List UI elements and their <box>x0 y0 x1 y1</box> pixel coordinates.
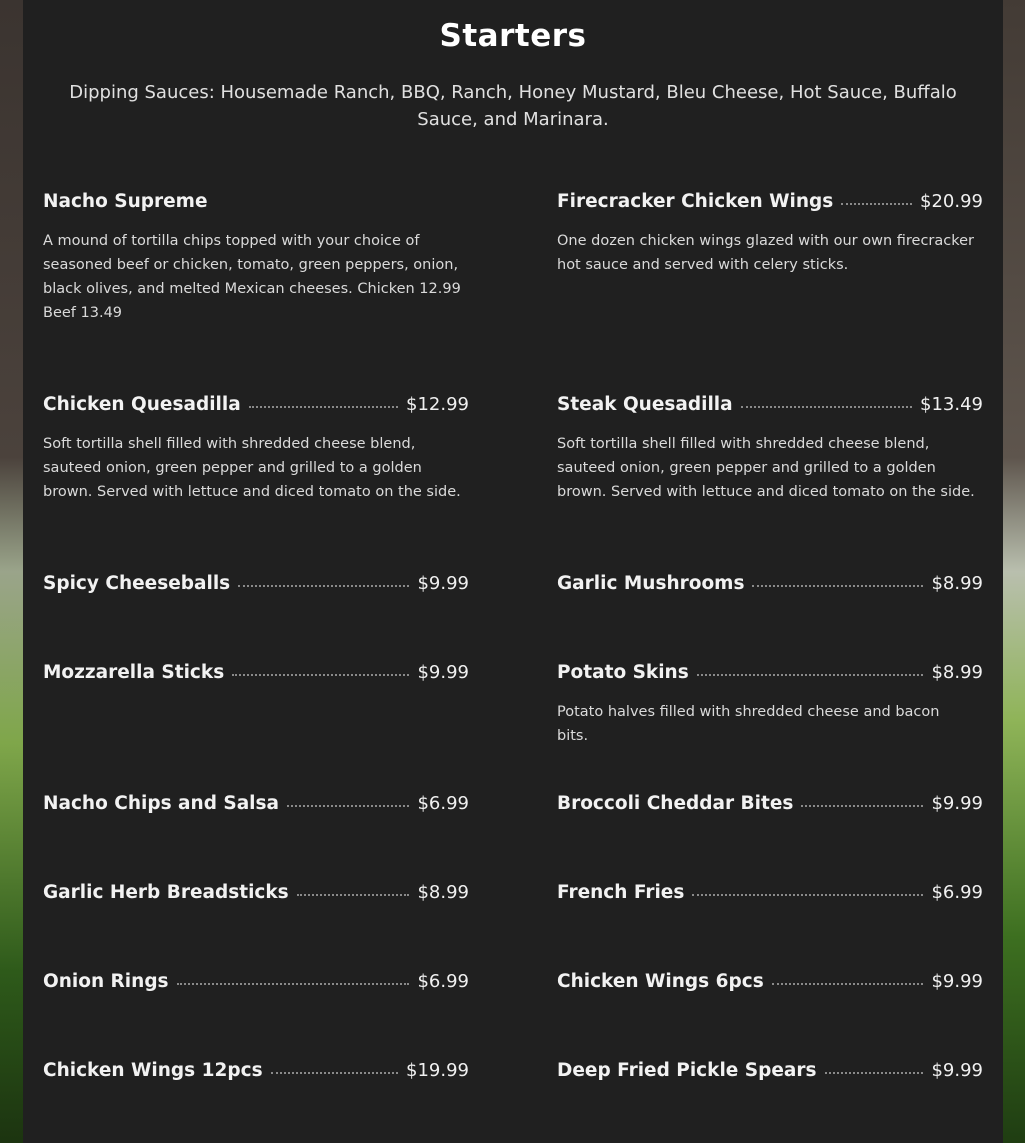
dotted-leader <box>752 585 923 587</box>
dotted-leader <box>238 585 409 587</box>
menu-item-broccoli-cheddar-bites <box>557 793 983 819</box>
dotted-leader <box>692 894 923 896</box>
item-description: Potato halves filled with shredded cheese and bacon bits. <box>557 704 940 744</box>
item-name: Deep Fried Pickle Spears <box>557 1060 817 1081</box>
item-price: $8.99 <box>931 573 983 594</box>
menu-item-nacho-chips-and-salsa <box>43 793 469 819</box>
item-name: Chicken Wings 12pcs <box>43 1060 263 1081</box>
dotted-leader <box>232 674 409 676</box>
dotted-leader <box>249 406 398 408</box>
menu-item-garlic-herb-breadsticks <box>43 882 469 908</box>
item-name: Potato Skins <box>557 662 689 683</box>
item-price: $9.99 <box>931 793 983 814</box>
item-price: $12.99 <box>406 394 469 415</box>
dotted-leader <box>801 805 923 807</box>
item-price: $20.99 <box>920 191 983 212</box>
item-name: Nacho Supreme <box>43 191 208 212</box>
dotted-leader <box>741 406 912 408</box>
item-price: $6.99 <box>417 793 469 814</box>
menu-item-chicken-quesadilla <box>43 394 469 504</box>
dotted-leader <box>287 805 409 807</box>
item-name: Firecracker Chicken Wings <box>557 191 834 212</box>
menu-item-steak-quesadilla <box>557 394 983 504</box>
menu-item-chicken-wings-6pcs <box>557 971 983 997</box>
menu-item-potato-skins <box>557 662 983 748</box>
item-name: Mozzarella Sticks <box>43 662 225 683</box>
menu-item-firecracker-chicken-wings <box>557 191 983 277</box>
dotted-leader <box>271 1072 398 1074</box>
item-price: $9.99 <box>417 573 469 594</box>
menu-panel <box>23 0 1003 1143</box>
menu-item-mozzarella-sticks <box>43 662 469 688</box>
section-title: Starters <box>439 18 587 54</box>
item-name: French Fries <box>557 882 685 903</box>
item-price: $6.99 <box>931 882 983 903</box>
menu-item-chicken-wings-12pcs <box>43 1060 469 1086</box>
item-price: $9.99 <box>417 662 469 683</box>
menu-item-french-fries <box>557 882 983 908</box>
item-description: Soft tortilla shell filled with shredded cheese blend, sauteed onion, green pepper and grilled to a golden brown. Served with lettuce and diced tomato on the side. <box>557 436 975 500</box>
item-name: Chicken Quesadilla <box>43 394 241 415</box>
dotted-leader <box>772 983 924 985</box>
background-right-edge <box>1003 0 1025 1143</box>
menu-item-garlic-mushrooms <box>557 573 983 599</box>
menu-item-spicy-cheeseballs <box>43 573 469 599</box>
dotted-leader <box>697 674 924 676</box>
item-price: $6.99 <box>417 971 469 992</box>
dotted-leader <box>297 894 410 896</box>
item-name: Steak Quesadilla <box>557 394 733 415</box>
menu-item-onion-rings <box>43 971 469 997</box>
dotted-leader <box>825 1072 924 1074</box>
dotted-leader <box>177 983 410 985</box>
menu-item-nacho-supreme <box>43 191 469 325</box>
item-name: Garlic Mushrooms <box>557 573 745 594</box>
item-description: A mound of tortilla chips topped with your choice of seasoned beef or chicken, tomato, green peppers, onion, black olives, and melted Mexican cheeses. Chicken 12.99 Beef 13.49 <box>43 233 461 321</box>
item-price: $8.99 <box>417 882 469 903</box>
item-price: $9.99 <box>931 1060 983 1081</box>
item-price: $9.99 <box>931 971 983 992</box>
item-description: One dozen chicken wings glazed with our own firecracker hot sauce and served with celery sticks. <box>557 233 974 273</box>
item-price: $8.99 <box>931 662 983 683</box>
menu-item-deep-fried-pickle-spears <box>557 1060 983 1086</box>
item-name: Garlic Herb Breadsticks <box>43 882 289 903</box>
item-price: $13.49 <box>920 394 983 415</box>
item-name: Spicy Cheeseballs <box>43 573 231 594</box>
background-left-edge <box>0 0 24 1143</box>
item-price: $19.99 <box>406 1060 469 1081</box>
item-description: Soft tortilla shell filled with shredded cheese blend, sauteed onion, green pepper and grilled to a golden brown. Served with lettuce and diced tomato on the side. <box>43 436 461 500</box>
dipping-sauces-note: Dipping Sauces: Housemade Ranch, BBQ, Ranch, Honey Mustard, Bleu Cheese, Hot Sauce, Buffalo Sauce, and Marinara. <box>69 82 957 130</box>
item-name: Broccoli Cheddar Bites <box>557 793 794 814</box>
item-name: Nacho Chips and Salsa <box>43 793 280 814</box>
dotted-leader <box>841 203 912 205</box>
item-name: Onion Rings <box>43 971 169 992</box>
item-name: Chicken Wings 6pcs <box>557 971 764 992</box>
